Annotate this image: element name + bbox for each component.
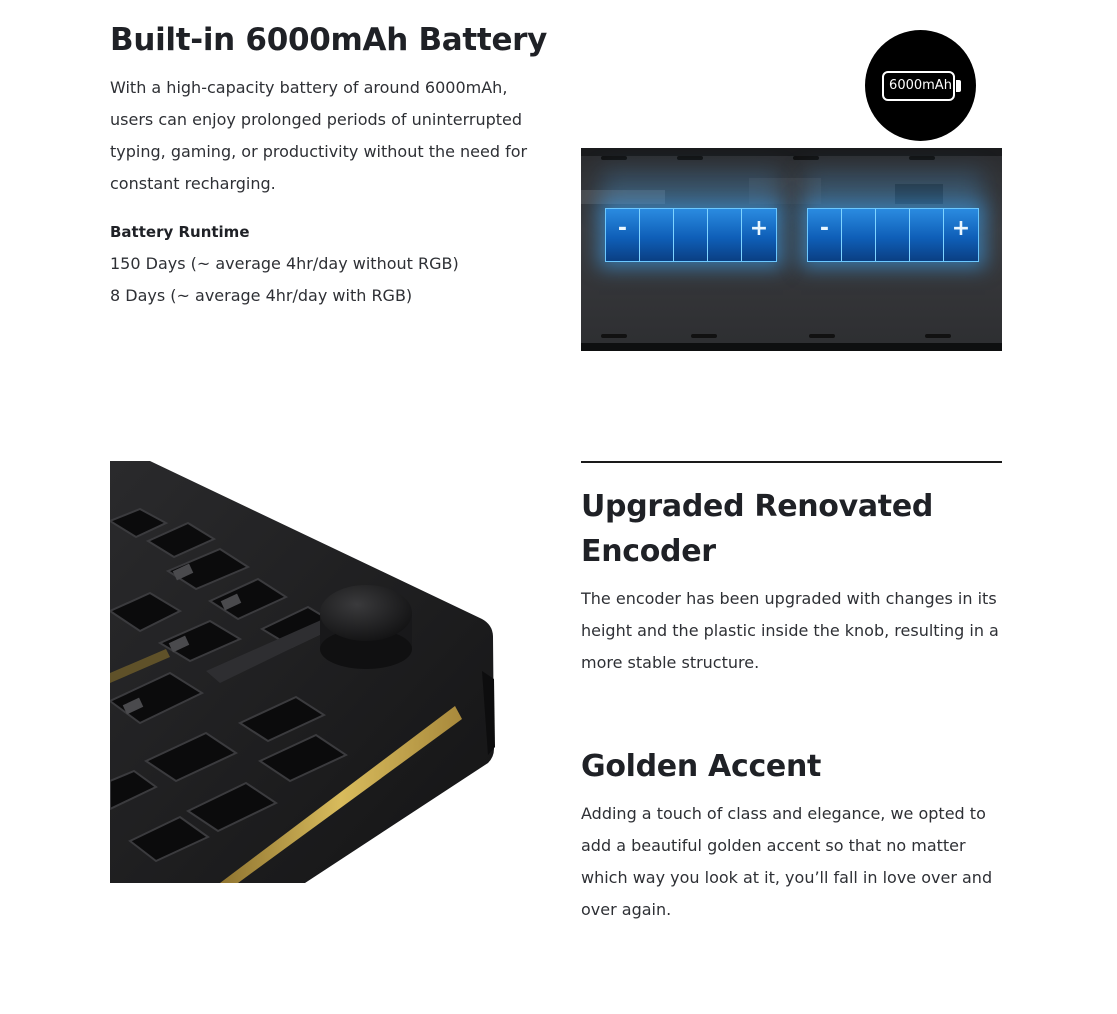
battery-cell xyxy=(674,209,708,261)
battery-runtime-label: Battery Runtime xyxy=(110,223,250,241)
battery-cell xyxy=(842,209,876,261)
case-slot xyxy=(909,156,935,160)
battery-cell xyxy=(944,209,978,261)
case-slot xyxy=(691,334,717,338)
battery-cells-image xyxy=(581,148,1002,351)
keyboard-encoder-image xyxy=(110,461,495,883)
case-slot xyxy=(793,156,819,160)
case-slot xyxy=(601,156,627,160)
golden-section-title: Golden Accent xyxy=(581,749,822,784)
capacity-badge xyxy=(865,30,976,141)
battery-section-title: Built-in 6000mAh Battery xyxy=(110,22,548,58)
case-rim xyxy=(581,148,1002,156)
plus-icon: + xyxy=(951,216,971,241)
minus-icon: - xyxy=(617,216,628,241)
capacity-badge-label: 6000mAh xyxy=(889,78,952,93)
battery-runtime-item: 8 Days (~ average 4hr/day with RGB) xyxy=(110,286,413,305)
battery-cell xyxy=(910,209,944,261)
keyboard-corner-illustration xyxy=(110,461,495,883)
battery-cell xyxy=(640,209,674,261)
case-rim xyxy=(581,343,1002,351)
battery-cell xyxy=(876,209,910,261)
battery-runtime-item: 150 Days (~ average 4hr/day without RGB) xyxy=(110,254,459,273)
battery-cell-group-left xyxy=(605,208,777,262)
encoder-section-title: Upgraded Renovated Encoder xyxy=(581,489,934,569)
battery-cell xyxy=(808,209,842,261)
cell-glow xyxy=(803,172,983,212)
battery-cell-group-right xyxy=(807,208,979,262)
battery-cell xyxy=(742,209,776,261)
battery-section-body: With a high-capacity battery of around 6000mAh, users can enjoy prolonged periods of uninterrupted typing, gaming, or productivity without the need for constant recharging. xyxy=(110,78,528,193)
battery-cell xyxy=(606,209,640,261)
battery-cell xyxy=(708,209,742,261)
cell-glow xyxy=(601,172,781,212)
case-slot xyxy=(925,334,951,338)
case-slot xyxy=(677,156,703,160)
case-slot xyxy=(601,334,627,338)
case-slot xyxy=(809,334,835,338)
encoder-section-body: The encoder has been upgraded with changes in its height and the plastic inside the knob, resulting in a more stable structure. xyxy=(581,589,999,672)
golden-section-body: Adding a touch of class and elegance, we opted to add a beautiful golden accent so that no matter which way you look at it, you’ll fall in love over and over again. xyxy=(581,804,993,919)
section-divider xyxy=(581,461,1002,463)
plus-icon: + xyxy=(749,216,769,241)
minus-icon: - xyxy=(819,216,830,241)
